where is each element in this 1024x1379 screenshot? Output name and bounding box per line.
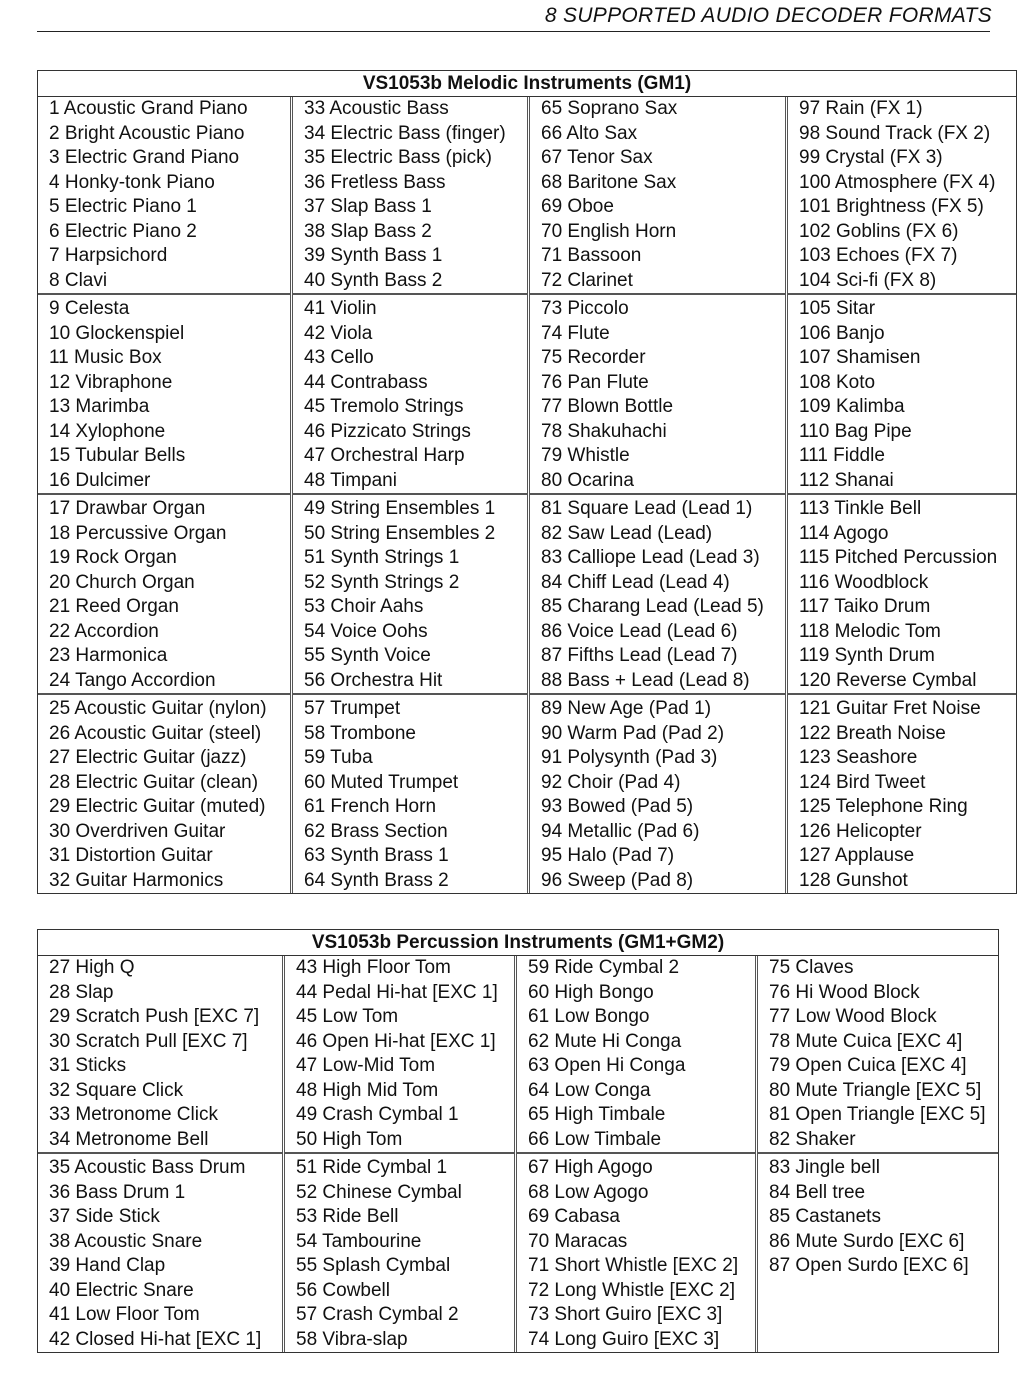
instrument-cell: 60 Muted Trumpet xyxy=(304,771,459,793)
instrument-cell: 67 High Agogo xyxy=(528,1157,653,1178)
table-column xyxy=(527,97,785,893)
instrument-cell: 31 Distortion Guitar xyxy=(49,845,213,866)
instrument-cell: 80 Mute Triangle [EXC 5] xyxy=(769,1079,982,1101)
instrument-cell: 42 Viola xyxy=(304,322,373,344)
instrument-cell: 51 Ride Cymbal 1 xyxy=(296,1157,448,1178)
instrument-cell: 75 Claves xyxy=(769,957,854,978)
instrument-cell: 117 Taiko Drum xyxy=(799,596,931,617)
instrument-cell: 87 Open Surdo [EXC 6] xyxy=(769,1255,969,1276)
instrument-cell: 32 Square Click xyxy=(49,1079,184,1101)
instrument-cell: 65 Soprano Sax xyxy=(541,98,678,119)
instrument-group xyxy=(788,693,1016,893)
instrument-cell: 122 Breath Noise xyxy=(799,722,946,744)
instrument-cell: 83 Calliope Lead (Lead 3) xyxy=(541,547,760,568)
instrument-cell: 60 High Bongo xyxy=(528,981,654,1003)
instrument-cell: 43 Cello xyxy=(304,347,374,368)
instrument-group xyxy=(293,693,527,893)
instrument-cell: 125 Telephone Ring xyxy=(799,796,968,817)
instrument-cell: 106 Banjo xyxy=(799,322,885,344)
instrument-cell: 34 Metronome Bell xyxy=(49,1128,209,1150)
table-title: VS1053b Melodic Instruments (GM1) xyxy=(38,71,1016,97)
instrument-cell: 91 Polysynth (Pad 3) xyxy=(541,747,718,768)
instrument-cell: 9 Celesta xyxy=(49,298,130,319)
instrument-cell: 28 Slap xyxy=(49,981,114,1003)
instrument-cell: 114 Agogo xyxy=(799,522,889,544)
instrument-cell: 95 Halo (Pad 7) xyxy=(541,845,675,866)
instrument-cell: 41 Violin xyxy=(304,298,377,319)
instrument-group xyxy=(530,493,785,693)
instrument-cell: 72 Clarinet xyxy=(541,269,633,291)
instrument-cell: 19 Rock Organ xyxy=(49,547,177,568)
instrument-group xyxy=(293,493,527,693)
instrument-cell: 54 Tambourine xyxy=(296,1230,422,1252)
instrument-cell: 103 Echoes (FX 7) xyxy=(799,245,958,266)
instrument-cell xyxy=(758,1328,998,1353)
instrument-cell: 16 Dulcimer xyxy=(49,469,151,491)
instrument-cell: 105 Sitar xyxy=(799,298,876,319)
instrument-cell: 40 Electric Snare xyxy=(49,1279,194,1301)
instrument-cell: 5 Electric Piano 1 xyxy=(49,196,197,217)
instrument-cell: 78 Mute Cuica [EXC 4] xyxy=(769,1030,963,1052)
instrument-cell: 70 Maracas xyxy=(528,1230,628,1252)
instrument-cell: 42 Closed Hi-hat [EXC 1] xyxy=(49,1328,262,1350)
instrument-group xyxy=(517,1152,755,1352)
table-column xyxy=(282,956,514,1352)
instrument-cell: 71 Bassoon xyxy=(541,245,642,266)
instrument-cell: 41 Low Floor Tom xyxy=(49,1304,200,1325)
instrument-cell: 23 Harmonica xyxy=(49,645,168,666)
instrument-cell: 40 Synth Bass 2 xyxy=(304,269,443,291)
instrument-cell: 12 Vibraphone xyxy=(49,371,173,393)
instrument-cell: 104 Sci-fi (FX 8) xyxy=(799,269,937,291)
instrument-cell: 44 Pedal Hi-hat [EXC 1] xyxy=(296,981,498,1003)
instrument-cell: 64 Synth Brass 2 xyxy=(304,869,449,891)
percussion-instruments-table xyxy=(37,929,999,1353)
instrument-cell: 73 Short Guiro [EXC 3] xyxy=(528,1304,723,1325)
instrument-cell: 55 Splash Cymbal xyxy=(296,1255,451,1276)
instrument-cell: 39 Hand Clap xyxy=(49,1255,166,1276)
instrument-cell: 7 Harpsichord xyxy=(49,245,168,266)
instrument-cell: 36 Fretless Bass xyxy=(304,171,446,193)
header-rule xyxy=(37,31,990,32)
instrument-cell: 29 Scratch Push [EXC 7] xyxy=(49,1006,260,1027)
instrument-cell: 85 Castanets xyxy=(769,1206,881,1227)
instrument-group xyxy=(38,493,290,693)
instrument-cell: 63 Open Hi Conga xyxy=(528,1055,686,1076)
instrument-cell: 68 Low Agogo xyxy=(528,1181,649,1203)
table-column xyxy=(755,956,998,1352)
instrument-cell: 28 Electric Guitar (clean) xyxy=(49,771,259,793)
instrument-cell: 17 Drawbar Organ xyxy=(49,498,206,519)
instrument-cell: 79 Open Cuica [EXC 4] xyxy=(769,1055,967,1076)
instrument-cell: 90 Warm Pad (Pad 2) xyxy=(541,722,725,744)
instrument-cell: 88 Bass + Lead (Lead 8) xyxy=(541,669,750,691)
instrument-cell: 53 Choir Aahs xyxy=(304,596,424,617)
instrument-cell: 21 Reed Organ xyxy=(49,596,179,617)
instrument-cell: 1 Acoustic Grand Piano xyxy=(49,98,248,119)
instrument-cell: 48 High Mid Tom xyxy=(296,1079,439,1101)
instrument-cell: 51 Synth Strings 1 xyxy=(304,547,460,568)
instrument-cell: 62 Brass Section xyxy=(304,820,448,842)
instrument-cell: 68 Baritone Sax xyxy=(541,171,677,193)
instrument-cell: 70 English Horn xyxy=(541,220,677,242)
instrument-cell: 52 Chinese Cymbal xyxy=(296,1181,462,1203)
instrument-group xyxy=(788,493,1016,693)
instrument-cell: 108 Koto xyxy=(799,371,876,393)
instrument-cell: 32 Guitar Harmonics xyxy=(49,869,224,891)
instrument-cell: 14 Xylophone xyxy=(49,420,166,442)
table-columns xyxy=(38,956,998,1352)
instrument-cell: 76 Pan Flute xyxy=(541,371,649,393)
instrument-cell: 112 Shanai xyxy=(799,469,894,491)
instrument-cell: 94 Metallic (Pad 6) xyxy=(541,820,700,842)
instrument-cell: 58 Vibra-slap xyxy=(296,1328,408,1350)
instrument-group xyxy=(293,293,527,493)
instrument-cell: 97 Rain (FX 1) xyxy=(799,98,923,119)
instrument-cell: 78 Shakuhachi xyxy=(541,420,667,442)
instrument-cell: 3 Electric Grand Piano xyxy=(49,147,240,168)
instrument-cell: 50 High Tom xyxy=(296,1128,403,1150)
instrument-cell: 8 Clavi xyxy=(49,269,108,291)
instrument-cell: 47 Orchestral Harp xyxy=(304,445,465,466)
instrument-cell: 81 Square Lead (Lead 1) xyxy=(541,498,753,519)
instrument-group xyxy=(38,97,290,293)
instrument-cell: 115 Pitched Percussion xyxy=(799,547,998,568)
instrument-cell: 13 Marimba xyxy=(49,396,150,417)
instrument-cell: 123 Seashore xyxy=(799,747,918,768)
instrument-cell: 87 Fifths Lead (Lead 7) xyxy=(541,645,738,666)
instrument-cell: 10 Glockenspiel xyxy=(49,322,185,344)
instrument-cell: 126 Helicopter xyxy=(799,820,922,842)
instrument-cell: 80 Ocarina xyxy=(541,469,634,491)
instrument-cell xyxy=(758,1279,998,1304)
instrument-cell: 39 Synth Bass 1 xyxy=(304,245,443,266)
instrument-cell: 11 Music Box xyxy=(49,347,162,368)
instrument-cell: 47 Low-Mid Tom xyxy=(296,1055,436,1076)
instrument-cell: 93 Bowed (Pad 5) xyxy=(541,796,694,817)
instrument-cell: 65 High Timbale xyxy=(528,1104,666,1125)
instrument-cell: 24 Tango Accordion xyxy=(49,669,216,691)
instrument-cell: 56 Orchestra Hit xyxy=(304,669,443,691)
instrument-cell: 30 Scratch Pull [EXC 7] xyxy=(49,1030,248,1052)
instrument-cell: 50 String Ensembles 2 xyxy=(304,522,496,544)
instrument-group xyxy=(530,693,785,893)
instrument-cell: 57 Crash Cymbal 2 xyxy=(296,1304,459,1325)
table-column xyxy=(38,97,290,893)
instrument-cell: 34 Electric Bass (finger) xyxy=(304,122,506,144)
instrument-cell: 84 Chiff Lead (Lead 4) xyxy=(541,571,730,593)
instrument-cell xyxy=(758,1303,998,1328)
instrument-cell: 99 Crystal (FX 3) xyxy=(799,147,943,168)
instrument-cell: 43 High Floor Tom xyxy=(296,957,451,978)
instrument-cell: 58 Trombone xyxy=(304,722,416,744)
instrument-cell: 82 Saw Lead (Lead) xyxy=(541,522,713,544)
instrument-cell: 69 Cabasa xyxy=(528,1206,620,1227)
instrument-cell: 77 Low Wood Block xyxy=(769,1006,937,1027)
instrument-cell: 55 Synth Voice xyxy=(304,645,431,666)
instrument-cell: 84 Bell tree xyxy=(769,1181,866,1203)
instrument-cell: 18 Percussive Organ xyxy=(49,522,227,544)
instrument-cell: 71 Short Whistle [EXC 2] xyxy=(528,1255,739,1276)
instrument-cell: 35 Electric Bass (pick) xyxy=(304,147,492,168)
instrument-cell: 120 Reverse Cymbal xyxy=(799,669,977,691)
instrument-cell: 33 Metronome Click xyxy=(49,1104,218,1125)
instrument-cell: 77 Blown Bottle xyxy=(541,396,674,417)
instrument-cell: 45 Low Tom xyxy=(296,1006,399,1027)
instrument-cell: 37 Side Stick xyxy=(49,1206,160,1227)
page-header-title: 8 SUPPORTED AUDIO DECODER FORMATS xyxy=(544,4,992,27)
instrument-group xyxy=(788,293,1016,493)
table-columns xyxy=(38,97,1016,893)
instrument-cell: 59 Tuba xyxy=(304,747,373,768)
instrument-cell: 113 Tinkle Bell xyxy=(799,498,922,519)
instrument-group xyxy=(293,97,527,293)
instrument-cell: 37 Slap Bass 1 xyxy=(304,196,432,217)
instrument-group xyxy=(517,956,755,1152)
instrument-cell: 49 Crash Cymbal 1 xyxy=(296,1104,459,1125)
instrument-group xyxy=(38,693,290,893)
table-column xyxy=(514,956,755,1352)
instrument-cell: 66 Low Timbale xyxy=(528,1128,662,1150)
instrument-group xyxy=(38,956,282,1152)
instrument-cell: 52 Synth Strings 2 xyxy=(304,571,460,593)
melodic-instruments-table xyxy=(37,70,1017,894)
instrument-cell: 69 Oboe xyxy=(541,196,614,217)
instrument-cell: 35 Acoustic Bass Drum xyxy=(49,1157,246,1178)
instrument-cell: 96 Sweep (Pad 8) xyxy=(541,869,694,891)
instrument-cell: 64 Low Conga xyxy=(528,1079,651,1101)
instrument-cell: 36 Bass Drum 1 xyxy=(49,1181,186,1203)
instrument-cell: 116 Woodblock xyxy=(799,571,929,593)
instrument-cell: 128 Gunshot xyxy=(799,869,908,891)
instrument-cell: 118 Melodic Tom xyxy=(799,620,941,642)
instrument-cell: 127 Applause xyxy=(799,845,915,866)
instrument-cell: 66 Alto Sax xyxy=(541,122,638,144)
instrument-cell: 15 Tubular Bells xyxy=(49,445,186,466)
instrument-cell: 46 Open Hi-hat [EXC 1] xyxy=(296,1030,496,1052)
instrument-cell: 59 Ride Cymbal 2 xyxy=(528,957,680,978)
instrument-cell: 119 Synth Drum xyxy=(799,645,935,666)
instrument-cell: 79 Whistle xyxy=(541,445,630,466)
instrument-group xyxy=(285,956,514,1152)
instrument-cell: 27 Electric Guitar (jazz) xyxy=(49,747,247,768)
instrument-cell: 31 Sticks xyxy=(49,1055,127,1076)
instrument-cell: 53 Ride Bell xyxy=(296,1206,399,1227)
instrument-cell: 45 Tremolo Strings xyxy=(304,396,464,417)
instrument-cell: 109 Kalimba xyxy=(799,396,905,417)
instrument-group xyxy=(38,293,290,493)
instrument-cell: 72 Long Whistle [EXC 2] xyxy=(528,1279,735,1301)
instrument-cell: 29 Electric Guitar (muted) xyxy=(49,796,266,817)
table-column xyxy=(290,97,527,893)
instrument-cell: 4 Honky-tonk Piano xyxy=(49,171,215,193)
instrument-group xyxy=(758,956,998,1152)
instrument-cell: 38 Slap Bass 2 xyxy=(304,220,432,242)
table-column xyxy=(785,97,1016,893)
instrument-cell: 61 Low Bongo xyxy=(528,1006,650,1027)
instrument-cell: 26 Acoustic Guitar (steel) xyxy=(49,722,262,744)
instrument-cell: 33 Acoustic Bass xyxy=(304,98,449,119)
instrument-cell: 57 Trumpet xyxy=(304,698,401,719)
instrument-cell: 44 Contrabass xyxy=(304,371,428,393)
instrument-cell: 61 French Horn xyxy=(304,796,437,817)
instrument-group xyxy=(758,1152,998,1352)
instrument-cell: 25 Acoustic Guitar (nylon) xyxy=(49,698,267,719)
instrument-group xyxy=(530,97,785,293)
instrument-cell: 86 Voice Lead (Lead 6) xyxy=(541,620,738,642)
instrument-group xyxy=(530,293,785,493)
instrument-cell: 83 Jingle bell xyxy=(769,1157,880,1178)
instrument-group xyxy=(788,97,1016,293)
instrument-cell: 121 Guitar Fret Noise xyxy=(799,698,981,719)
instrument-cell: 107 Shamisen xyxy=(799,347,921,368)
instrument-cell: 30 Overdriven Guitar xyxy=(49,820,226,842)
instrument-cell: 22 Accordion xyxy=(49,620,159,642)
instrument-cell: 67 Tenor Sax xyxy=(541,147,653,168)
instrument-cell: 86 Mute Surdo [EXC 6] xyxy=(769,1230,965,1252)
instrument-cell: 20 Church Organ xyxy=(49,571,195,593)
instrument-cell: 76 Hi Wood Block xyxy=(769,981,920,1003)
instrument-cell: 101 Brightness (FX 5) xyxy=(799,196,984,217)
instrument-cell: 100 Atmosphere (FX 4) xyxy=(799,171,996,193)
instrument-cell: 6 Electric Piano 2 xyxy=(49,220,197,242)
instrument-cell: 75 Recorder xyxy=(541,347,646,368)
instrument-cell: 74 Long Guiro [EXC 3] xyxy=(528,1328,720,1350)
instrument-cell: 111 Fiddle xyxy=(799,445,885,466)
instrument-cell: 82 Shaker xyxy=(769,1128,856,1150)
instrument-group xyxy=(38,1152,282,1352)
instrument-cell: 48 Timpani xyxy=(304,469,397,491)
instrument-cell: 49 String Ensembles 1 xyxy=(304,498,496,519)
instrument-cell: 124 Bird Tweet xyxy=(799,771,926,793)
instrument-group xyxy=(285,1152,514,1352)
instrument-cell: 74 Flute xyxy=(541,322,610,344)
instrument-cell: 46 Pizzicato Strings xyxy=(304,420,471,442)
instrument-cell: 110 Bag Pipe xyxy=(799,420,912,442)
instrument-cell: 63 Synth Brass 1 xyxy=(304,845,449,866)
table-title: VS1053b Percussion Instruments (GM1+GM2) xyxy=(38,930,998,956)
instrument-cell: 2 Bright Acoustic Piano xyxy=(49,122,245,144)
table-column xyxy=(38,956,282,1352)
instrument-cell: 92 Choir (Pad 4) xyxy=(541,771,681,793)
instrument-cell: 81 Open Triangle [EXC 5] xyxy=(769,1104,986,1125)
instrument-cell: 98 Sound Track (FX 2) xyxy=(799,122,991,144)
instrument-cell: 85 Charang Lead (Lead 5) xyxy=(541,596,764,617)
instrument-cell: 62 Mute Hi Conga xyxy=(528,1030,682,1052)
instrument-cell: 27 High Q xyxy=(49,957,135,978)
instrument-cell: 56 Cowbell xyxy=(296,1279,390,1301)
instrument-cell: 54 Voice Oohs xyxy=(304,620,428,642)
instrument-cell: 38 Acoustic Snare xyxy=(49,1230,203,1252)
instrument-cell: 89 New Age (Pad 1) xyxy=(541,698,712,719)
instrument-cell: 102 Goblins (FX 6) xyxy=(799,220,959,242)
instrument-cell: 73 Piccolo xyxy=(541,298,629,319)
